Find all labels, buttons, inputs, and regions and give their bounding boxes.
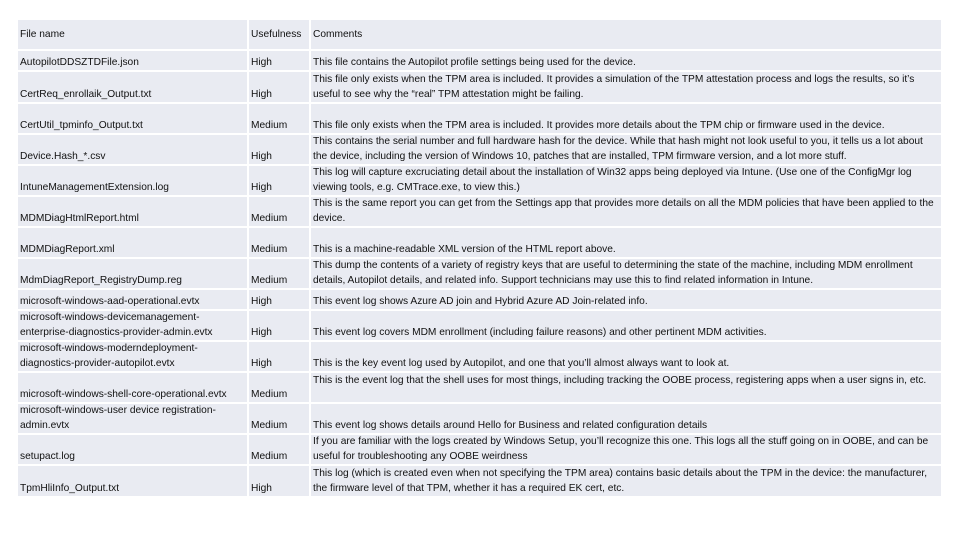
usefulness-cell: Medium [249,104,309,133]
usefulness-cell: Medium [249,435,309,464]
table-row [18,72,941,102]
file-name-cell: microsoft-windows-shell-core-operational.evtx [18,373,247,402]
table-row [18,135,941,164]
header-file-name: File name [18,20,247,49]
table-header [18,20,941,49]
table-row [18,228,941,257]
file-name-cell: MDMDiagHtmlReport.html [18,197,247,226]
table-row [18,290,941,309]
usefulness-cell: High [249,311,309,340]
table-row [18,51,941,70]
file-name-cell: microsoft-windows-devicemanagement-enterprise-diagnostics-provider-admin.evtx [18,311,247,340]
file-name-cell: microsoft-windows-aad-operational.evtx [18,290,247,309]
file-name-cell: setupact.log [18,435,247,464]
usefulness-cell: High [249,466,309,496]
comment-cell: This contains the serial number and full hardware hash for the device. While that hash might not look useful to you, it tells us a lot about the device, including the version of Windows 10, patches that are installed, TPM firmware version, and a lot more stuff. [311,135,941,164]
comment-cell: This log will capture excruciating detail about the installation of Win32 apps being deployed via Intune. (Use one of the ConfigMgr log viewing tools, e.g. CMTrace.exe, to view this.) [311,166,941,195]
file-name-cell: microsoft-windows-moderndeployment-diagnostics-provider-autopilot.evtx [18,342,247,371]
usefulness-cell: Medium [249,404,309,433]
file-name-cell: TpmHliInfo_Output.txt [18,466,247,496]
usefulness-cell: Medium [249,197,309,226]
file-name-cell: AutopilotDDSZTDFile.json [18,51,247,70]
comment-cell: This file only exists when the TPM area is included. It provides a simulation of the TPM attestation process and logs the results, so it’s useful to see why the “real” TPM attestation might be failing. [311,72,941,102]
usefulness-cell: Medium [249,373,309,402]
usefulness-cell: Medium [249,259,309,288]
usefulness-cell: Medium [249,228,309,257]
comment-cell: This log (which is created even when not specifying the TPM area) contains basic details about the TPM in the device: the manufacturer, the firmware level of that TPM, whether it has a required EK cert, etc. [311,466,941,496]
header-usefulness: Usefulness [249,20,309,49]
table-row [18,197,941,226]
file-name-cell: CertReq_enrollaik_Output.txt [18,72,247,102]
file-name-cell: IntuneManagementExtension.log [18,166,247,195]
table-row [18,342,941,371]
usefulness-cell: High [249,342,309,371]
table-row [18,259,941,288]
usefulness-cell: High [249,51,309,70]
comment-cell: This is the key event log used by Autopilot, and one that you’ll almost always want to look at. [311,342,941,371]
table-row [18,311,941,340]
file-name-cell: microsoft-windows-user device registration-admin.evtx [18,404,247,433]
file-name-cell: Device.Hash_*.csv [18,135,247,164]
table-row [18,435,941,464]
comment-cell: This file contains the Autopilot profile settings being used for the device. [311,51,941,70]
comment-cell: This event log shows Azure AD join and Hybrid Azure AD Join-related info. [311,290,941,309]
header-comments: Comments [311,20,941,49]
usefulness-cell: High [249,166,309,195]
comment-cell: This event log shows details around Hello for Business and related configuration details [311,404,941,433]
comment-cell: This dump the contents of a variety of registry keys that are useful to determining the state of the machine, including MDM enrollment details, Autopilot details, and related info. Support technicians may use this to find related information in Intune. [311,259,941,288]
comment-cell: This is a machine-readable XML version of the HTML report above. [311,228,941,257]
comment-cell: This is the same report you can get from the Settings app that provides more details on all the MDM policies that have been applied to the device. [311,197,941,226]
file-name-cell: CertUtil_tpminfo_Output.txt [18,104,247,133]
comment-cell: This file only exists when the TPM area is included. It provides more details about the TPM chip or firmware used in the device. [311,104,941,133]
usefulness-cell: High [249,290,309,309]
comment-cell: This is the event log that the shell uses for most things, including tracking the OOBE process, registering apps when a user signs in, etc. [311,373,941,402]
evidence-table [18,20,941,496]
comment-cell: This event log covers MDM enrollment (including failure reasons) and other pertinent MDM activities. [311,311,941,340]
table-row [18,166,941,195]
table-row [18,466,941,496]
file-name-cell: MDMDiagReport.xml [18,228,247,257]
usefulness-cell: High [249,72,309,102]
table-row [18,104,941,133]
table-row [18,404,941,433]
table-row [18,373,941,402]
comment-cell: If you are familiar with the logs created by Windows Setup, you’ll recognize this one. This logs all the stuff going on in OOBE, and can be useful for troubleshooting any OOBE weirdness [311,435,941,464]
usefulness-cell: High [249,135,309,164]
file-name-cell: MdmDiagReport_RegistryDump.reg [18,259,247,288]
